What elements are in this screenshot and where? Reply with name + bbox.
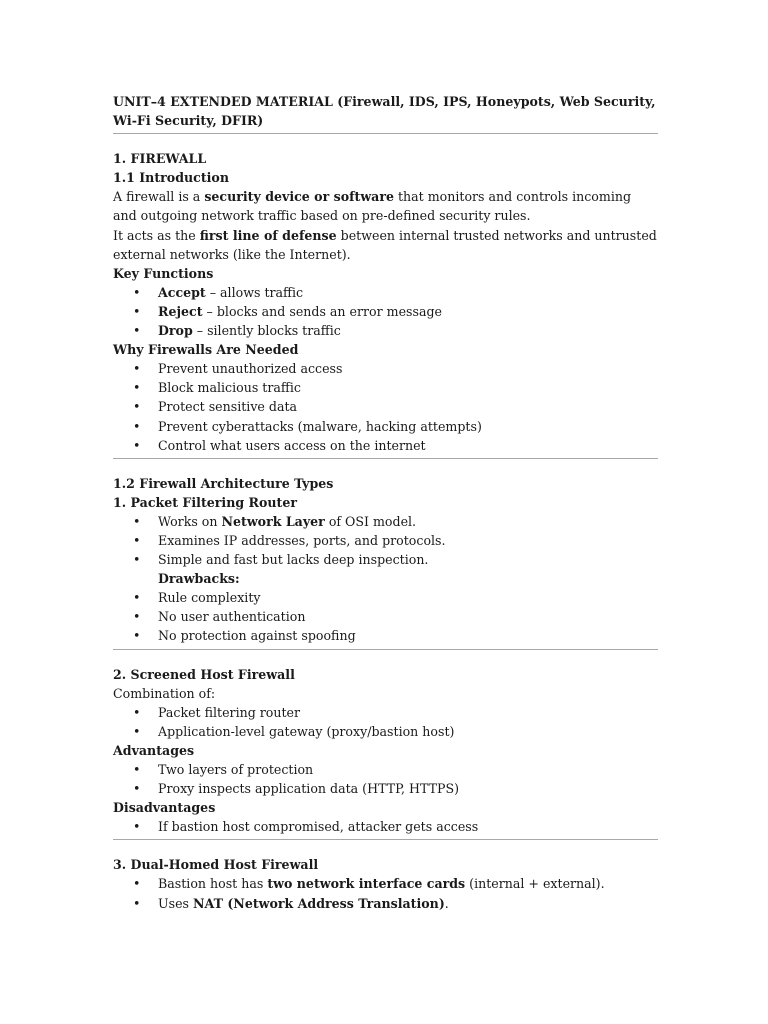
list-item: • Application-level gateway (proxy/bastion host)	[113, 722, 658, 741]
bullet-icon: •	[133, 819, 141, 835]
list-item: • Prevent unauthorized access	[113, 359, 658, 378]
dual-homed-list	[113, 874, 658, 912]
section-divider	[113, 839, 658, 840]
list-item: • Proxy inspects application data (HTTP, HTTPS)	[113, 779, 658, 798]
key-functions-list	[113, 283, 658, 340]
bullet-icon: •	[133, 781, 141, 797]
section-divider	[113, 649, 658, 650]
bullet-icon: •	[133, 609, 141, 625]
list-item: • Protect sensitive data	[113, 397, 658, 416]
section-divider	[113, 133, 658, 134]
list-item: • Examines IP addresses, ports, and protocols.	[113, 531, 658, 550]
list-item: • Two layers of protection	[113, 760, 658, 779]
disadvantages-list	[113, 817, 658, 836]
screened-host-components-list	[113, 703, 658, 741]
list-item: • No protection against spoofing	[113, 626, 658, 645]
list-item: • Accept – allows traffic	[113, 283, 658, 302]
list-item: • Packet filtering router	[113, 703, 658, 722]
intro-paragraph-1: A firewall is a security device or software that monitors and controls incoming and outgoing network traffic based on pre-defined security rules.	[113, 189, 632, 224]
disadvantages-label: Disadvantages	[113, 800, 216, 816]
bullet-icon: •	[133, 284, 141, 300]
advantages-label: Advantages	[113, 742, 195, 758]
list-item: • Control what users access on the internet	[113, 436, 658, 455]
subheading-screened-host-firewall: 2. Screened Host Firewall	[113, 666, 295, 682]
section-heading-firewall: 1. FIREWALL	[113, 151, 207, 167]
bullet-icon: •	[133, 704, 141, 720]
bullet-icon: •	[133, 380, 141, 396]
why-firewalls-label: Why Firewalls Are Needed	[113, 342, 299, 358]
bullet-icon: •	[133, 762, 141, 777]
advantages-list	[113, 760, 658, 798]
bullet-icon: •	[133, 876, 141, 892]
section-heading-architecture-types: 1.2 Firewall Architecture Types	[113, 475, 334, 491]
list-item: • If bastion host compromised, attacker gets access	[113, 817, 658, 836]
bullet-icon: •	[133, 418, 141, 434]
drawbacks-label: Drawbacks:	[158, 571, 240, 587]
bullet-icon: •	[133, 303, 141, 319]
bullet-icon: •	[133, 361, 141, 377]
list-item: • Simple and fast but lacks deep inspection.	[113, 550, 658, 569]
bullet-icon: •	[133, 513, 141, 529]
list-item: • Block malicious traffic	[113, 378, 658, 397]
bullet-icon: •	[133, 628, 141, 644]
combination-intro: Combination of:	[113, 685, 216, 701]
list-item: • Drop – silently blocks traffic	[113, 321, 658, 340]
list-item: • Reject – blocks and sends an error message	[113, 302, 658, 321]
bullet-icon: •	[133, 532, 141, 548]
list-item: • Uses NAT (Network Address Translation).	[113, 894, 658, 913]
bullet-icon: •	[133, 437, 141, 453]
packet-filtering-list	[113, 512, 658, 646]
list-item: • Rule complexity	[113, 588, 658, 607]
list-item: • Works on Network Layer of OSI model.	[113, 512, 658, 531]
subheading-packet-filtering-router: 1. Packet Filtering Router	[113, 494, 298, 510]
why-firewalls-list	[113, 359, 658, 454]
list-item: • No user authentication	[113, 607, 658, 626]
subheading-dual-homed-host-firewall: 3. Dual-Homed Host Firewall	[113, 857, 319, 873]
bullet-icon: •	[133, 323, 141, 339]
document-content	[113, 92, 658, 913]
bullet-icon: •	[133, 399, 141, 415]
bullet-icon: •	[133, 590, 141, 606]
bullet-icon: •	[133, 723, 141, 739]
document-title: UNIT–4 EXTENDED MATERIAL (Firewall, IDS, IPS, Honeypots, Web Security, Wi-Fi Security, DFIR)	[113, 94, 656, 129]
subheading-introduction: 1.1 Introduction	[113, 170, 229, 186]
intro-paragraph-2: It acts as the first line of defense between internal trusted networks and untrusted external networks (like the Internet).	[113, 227, 657, 262]
list-item: • Prevent cyberattacks (malware, hacking attempts)	[113, 417, 658, 436]
section-divider	[113, 458, 658, 459]
list-item: • Bastion host has two network interface cards (internal + external).	[113, 874, 658, 893]
bullet-icon: •	[133, 895, 141, 911]
bullet-icon: •	[133, 552, 141, 568]
key-functions-label: Key Functions	[113, 265, 214, 281]
